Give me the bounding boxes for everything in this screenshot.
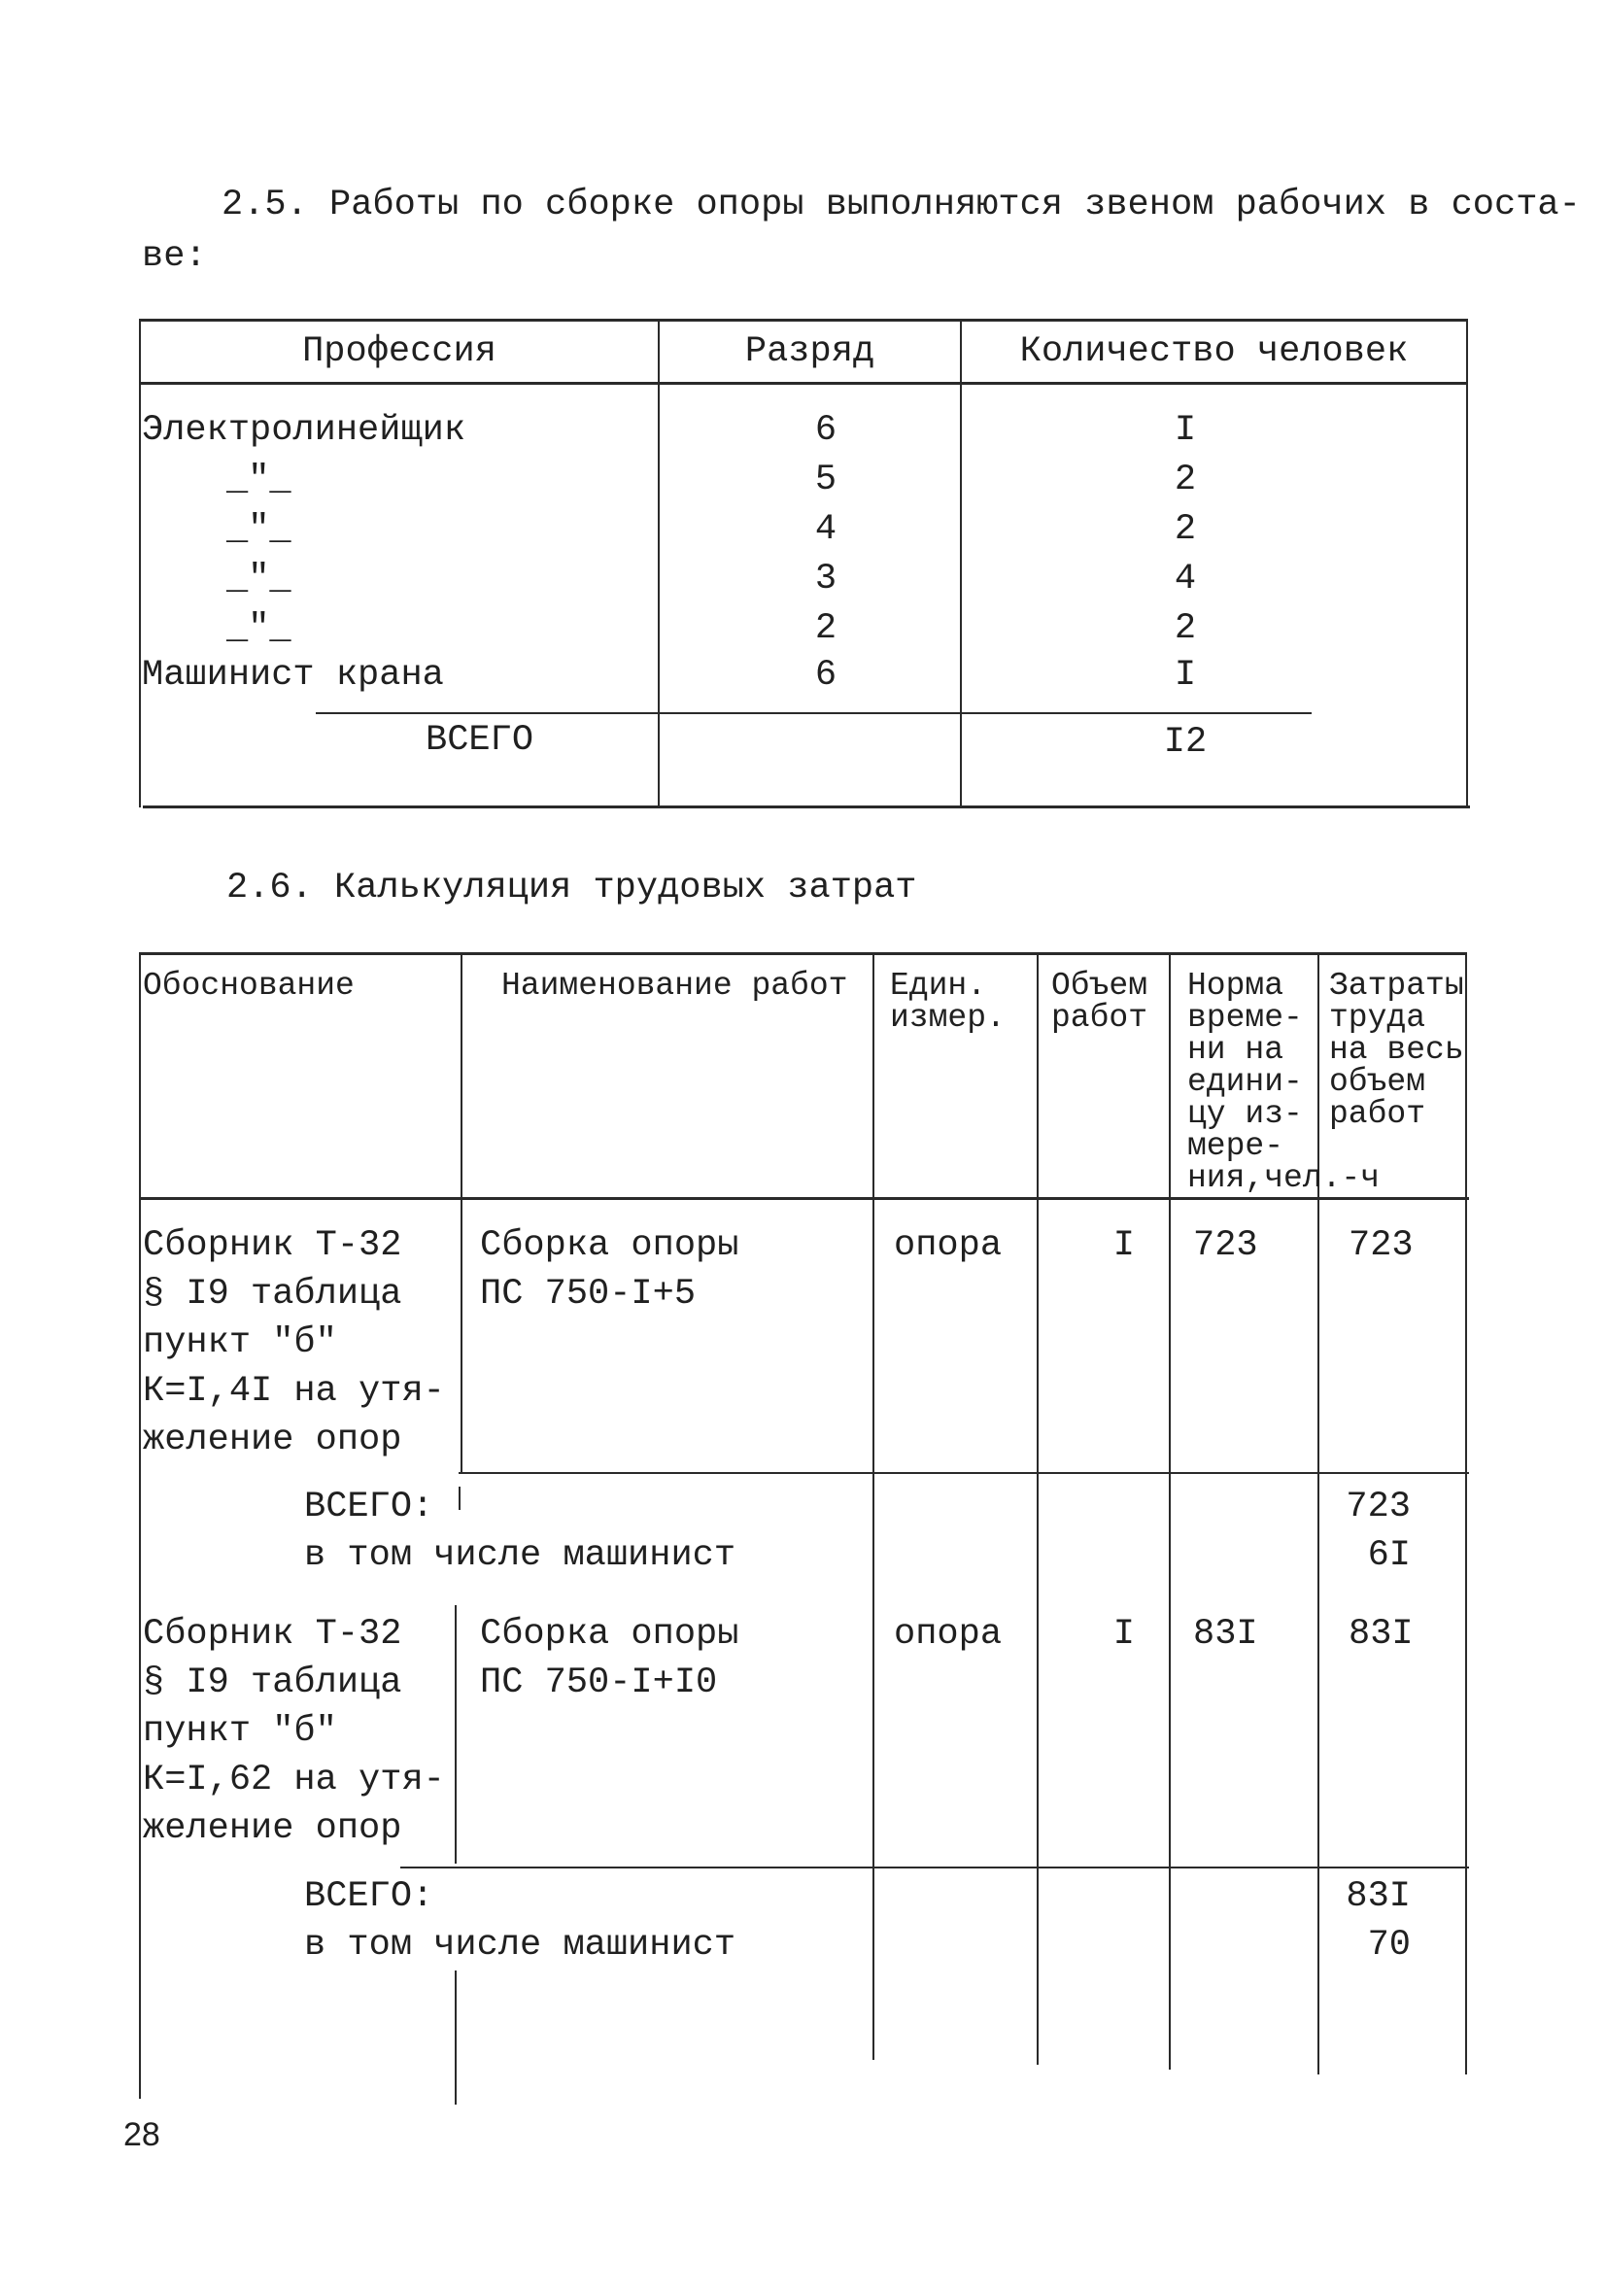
section-2-5-text-line1: 2.5. Работы по сборке опоры выполняются звеном рабочих в соста- <box>222 185 1581 225</box>
labor-row-total-value: 83I <box>1346 1876 1411 1917</box>
labor-row-basis-line: Сборник Т-32 <box>143 1225 402 1266</box>
crew-row-profession: _"_ <box>226 559 291 600</box>
crew-row-grade: 4 <box>814 509 837 550</box>
crew-row-grade: 2 <box>814 608 837 649</box>
labor-header-basis: Обоснование <box>143 968 355 1004</box>
labor-row-basis-line: § I9 таблица <box>143 1662 402 1703</box>
labor-row-basis-line: К=I,4I на утя- <box>143 1371 445 1412</box>
labor-row-total-label: ВСЕГО: <box>304 1876 434 1917</box>
crew-row-count: 2 <box>1174 608 1197 649</box>
labor-row-work-name-line: ПС 750-I+I0 <box>480 1662 718 1703</box>
crew-row-grade: 3 <box>814 559 837 600</box>
crew-row-count: I <box>1174 410 1197 451</box>
crew-row-count: I <box>1174 655 1197 696</box>
crew-row-count: 2 <box>1174 509 1197 550</box>
labor-row-norm: 723 <box>1193 1225 1258 1266</box>
crew-row-profession: _"_ <box>226 608 291 649</box>
labor-row-total-label: ВСЕГО: <box>304 1487 434 1527</box>
crew-header-profession: Профессия <box>302 331 496 372</box>
crew-total-count: I2 <box>1163 722 1208 763</box>
labor-row-work-name-line: ПС 750-I+5 <box>480 1274 697 1315</box>
section-2-6-title: 2.6. Калькуляция трудовых затрат <box>226 868 917 908</box>
crew-row-count: 4 <box>1174 559 1197 600</box>
labor-row-incl-value: 6I <box>1367 1535 1411 1576</box>
labor-row-basis-line: К=I,62 на утя- <box>143 1760 445 1800</box>
labor-row-basis-line: пункт "б" <box>143 1322 337 1363</box>
crew-row-profession: Машинист крана <box>142 655 444 696</box>
labor-row-cost: 83I <box>1349 1614 1414 1655</box>
labor-header-work-name: Наименование работ <box>501 968 848 1004</box>
labor-row-basis-line: Сборник Т-32 <box>143 1614 402 1655</box>
crew-header-count: Количество человек <box>1019 331 1409 372</box>
labor-header-unit: Един. измер. <box>890 968 1006 1036</box>
crew-row-grade: 5 <box>814 460 837 500</box>
labor-row-unit: опора <box>894 1614 1003 1655</box>
labor-row-incl-label: в том числе машинист <box>304 1925 736 1966</box>
crew-total-label: ВСЕГО <box>426 720 534 761</box>
crew-row-profession: _"_ <box>226 460 291 500</box>
crew-row-count: 2 <box>1174 460 1197 500</box>
labor-row-volume: I <box>1112 1225 1135 1266</box>
labor-header-volume: Объем работ <box>1051 968 1148 1036</box>
labor-row-basis-line: § I9 таблица <box>143 1274 402 1315</box>
labor-header-cost: Затраты труда на весь объем работ <box>1329 968 1464 1132</box>
labor-row-incl-label: в том числе машинист <box>304 1535 736 1576</box>
labor-row-incl-value: 70 <box>1367 1925 1411 1966</box>
labor-row-basis-line: желение опор <box>143 1420 402 1460</box>
labor-row-work-name-line: Сборка опоры <box>480 1614 739 1655</box>
labor-row-unit: опора <box>894 1225 1003 1266</box>
labor-row-basis-line: желение опор <box>143 1808 402 1849</box>
crew-row-grade: 6 <box>814 410 837 451</box>
crew-header-grade: Разряд <box>744 331 875 372</box>
labor-row-cost: 723 <box>1349 1225 1414 1266</box>
crew-row-grade: 6 <box>814 655 837 696</box>
crew-row-profession: _"_ <box>226 509 291 550</box>
labor-row-norm: 83I <box>1193 1614 1258 1655</box>
labor-row-work-name-line: Сборка опоры <box>480 1225 739 1266</box>
section-2-5-text-line2: ве: <box>142 236 207 277</box>
labor-row-volume: I <box>1112 1614 1135 1655</box>
crew-row-profession: Электролинейщик <box>142 410 466 451</box>
labor-row-total-value: 723 <box>1346 1487 1411 1527</box>
page-number: 28 <box>123 2116 160 2153</box>
labor-header-norm: Норма време- ни на едини- цу из- мере- ния,чел.-ч <box>1187 968 1381 1196</box>
labor-row-basis-line: пункт "б" <box>143 1711 337 1752</box>
